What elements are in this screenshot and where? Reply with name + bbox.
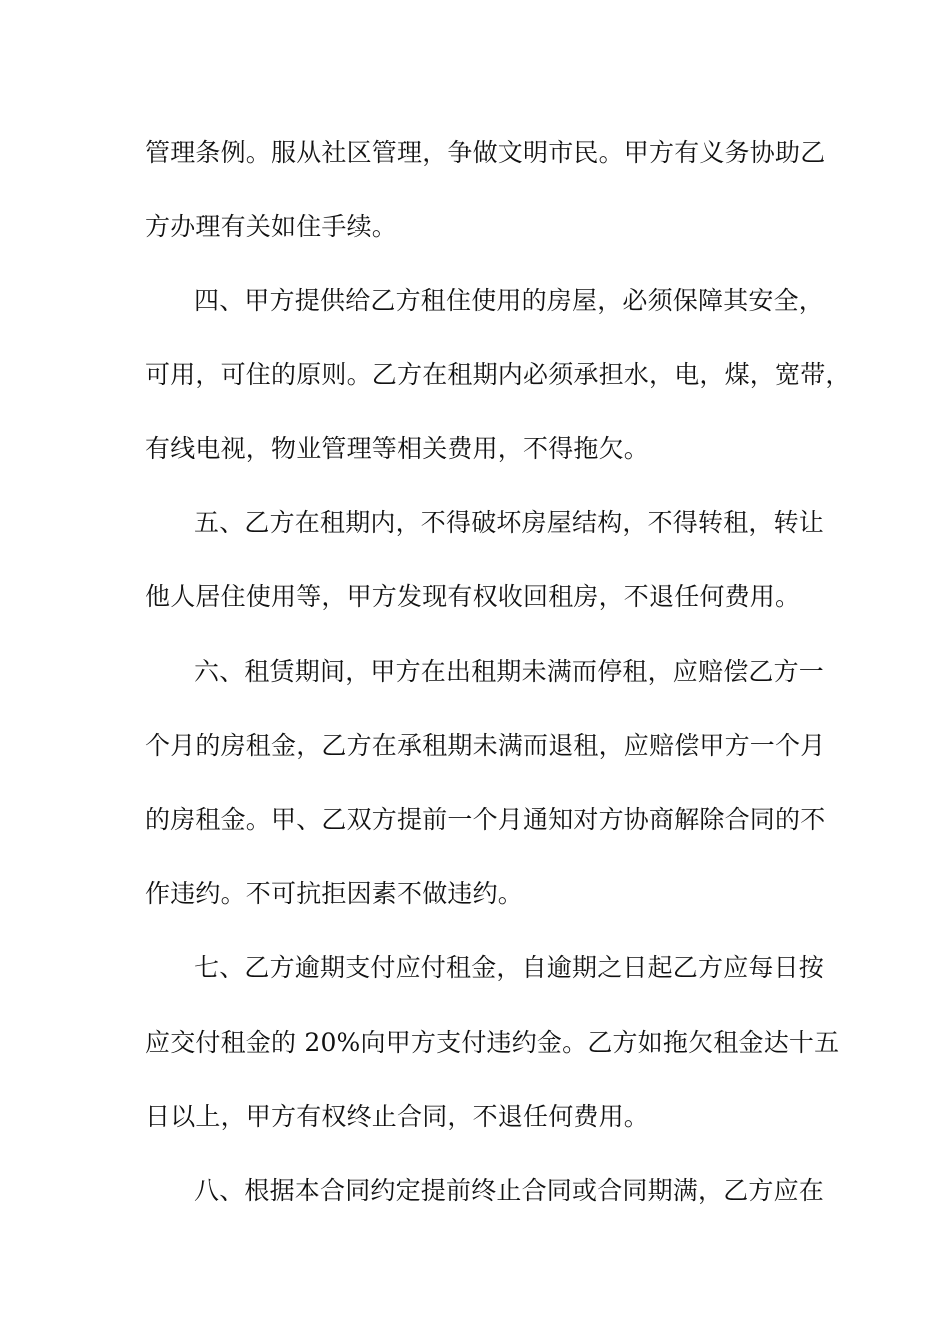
paragraph-8-start: 八、根据本合同约定提前终止合同或合同期满，乙方应在 (194, 1176, 825, 1205)
text-line: 个月的房租金，乙方在承租期未满而退租，应赔偿甲方一个月 (145, 731, 826, 760)
text-line: 他人居住使用等，甲方发现有权收回租房，不退任何费用。 (145, 582, 801, 611)
text-line: 作违约。不可抗拒因素不做违约。 (145, 879, 524, 908)
paragraph-4-start: 四、甲方提供给乙方租住使用的房屋，必须保障其安全， (194, 286, 825, 315)
text-line: 方办理有关如住手续。 (145, 212, 398, 241)
text-line: 应交付租金的 20%向甲方支付违约金。乙方如拖欠租金达十五 (145, 1028, 840, 1057)
paragraph-6-start: 六、租赁期间，甲方在出租期未满而停租，应赔偿乙方一 (194, 657, 825, 686)
text-line: 管理条例。服从社区管理，争做文明市民。甲方有义务协助乙 (145, 138, 826, 167)
paragraph-7-start: 七、乙方逾期支付应付租金，自逾期之日起乙方应每日按 (194, 953, 825, 982)
text-line: 的房租金。甲、乙双方提前一个月通知对方协商解除合同的不 (145, 805, 826, 834)
text-line: 日以上，甲方有权终止合同，不退任何费用。 (145, 1102, 650, 1131)
text-line: 有线电视，物业管理等相关费用，不得拖欠。 (145, 434, 650, 463)
paragraph-5-start: 五、乙方在租期内，不得破坏房屋结构，不得转租，转让 (194, 508, 825, 537)
text-line: 可用，可住的原则。乙方在租期内必须承担水，电，煤，宽带， (145, 360, 851, 389)
